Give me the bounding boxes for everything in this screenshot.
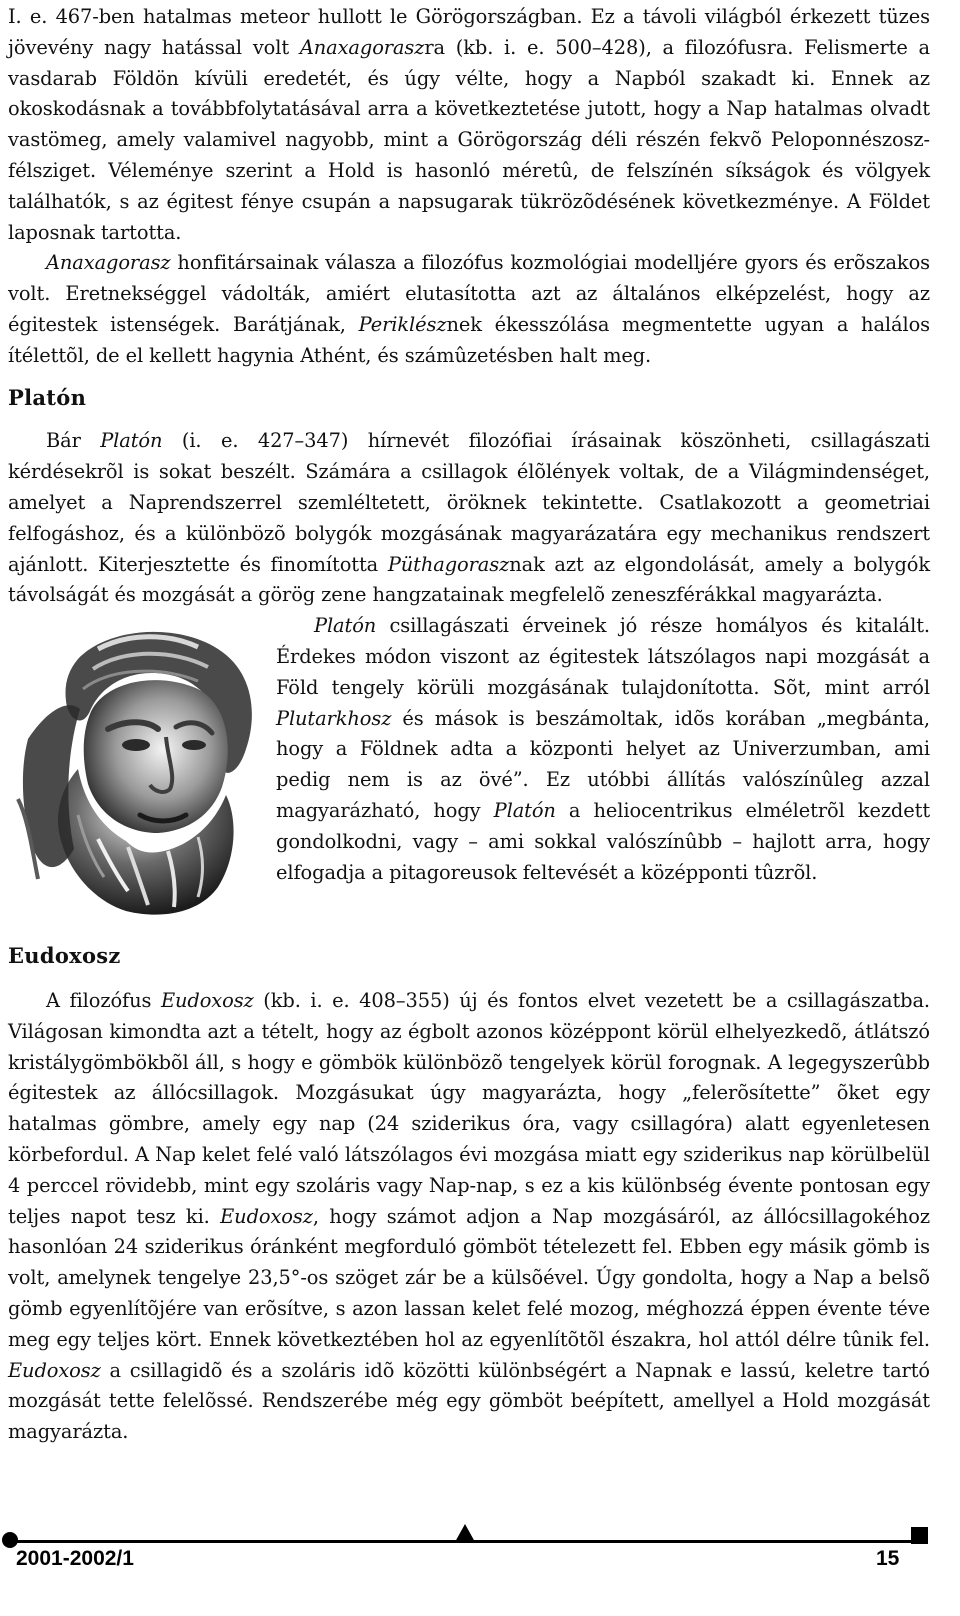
text-run: honfitársainak válasza a filozófus kozmológiai modelljére gyors és erõszakos volt. Eretnekséggel vádolták, amiért elutasította azt az általános elképzelést, hogy az égitestek istenségek. Barátjának, (8, 251, 930, 336)
text-run: Bár (46, 429, 101, 453)
person-name: Eudoxosz (160, 988, 254, 1012)
square-marker-icon (911, 1527, 928, 1544)
circle-bullet-icon (2, 1532, 18, 1548)
text-run: A filozófus (46, 988, 161, 1012)
page-footer (0, 1524, 960, 1616)
person-name: Anaxagorasz (46, 251, 171, 275)
platon-bust-portrait (8, 619, 270, 919)
text-run: nek ékesszólása megmentette ugyan a halálos ítélettõl, de el kellett hagynia Athént, és számûzetésben halt meg. (8, 312, 930, 367)
text-run: I. e. 467-ben hatalmas meteor hullott le Görögországban. Ez a távoli világból érkezett tüzes jövevény nagy hatással volt (8, 5, 930, 59)
platon-paragraph-2 (276, 611, 930, 888)
eudoxosz-paragraph-1 (8, 986, 930, 1448)
text-run: csillagászati érveinek jó része homályos és kitalált. Érdekes módon viszont az égitestek látszólagos napi mozgását a Föld tengely körüli mozgásának tulajdonította. Sõt, mint arról (276, 614, 930, 699)
section-heading-eudoxosz: Eudoxosz (8, 943, 121, 969)
text-run: (kb. i. e. 408–355) új és fontos elvet vezetett be a csillagászatba. Világosan kimondta azt a tételt, hogy az égbolt azonos középpont körül elhelyezkedõ, átlátszó kristálygömbökbõl áll, s hogy e gömbök különbözõ tengelyek körül forognak. A legegyszerûbb égitestek az állócsillagok. Mozgásukat úgy magyarázta, hogy „felerõsítette” õket egy hatalmas gömbre, amely egy nap (24 sziderikus óra, vagy csillagóra) alatt egyenletesen körbefordul. A Nap kelet felé való látszólagos évi mozgása miatt egy sziderikus nap körülbelül 4 perccel rövidebb, mint egy szoláris vagy Nap-nap, s ez a kis különbség évente pontosan egy teljes napot tesz ki. (8, 988, 930, 1228)
article-page (8, 2, 930, 1448)
person-name: Platón (314, 614, 377, 638)
person-name: Plutarkhosz (276, 706, 392, 730)
portrait-with-text (8, 611, 930, 928)
intro-paragraph-1 (8, 2, 930, 248)
person-name: Platón (493, 798, 556, 822)
page-number: 15 (876, 1547, 900, 1570)
platon-float-column (276, 611, 930, 888)
person-name: Periklész (358, 312, 447, 336)
person-name: Platón (100, 429, 163, 453)
issue-number: 2001-2002/1 (16, 1547, 134, 1570)
text-run: ra (kb. i. e. 500–428), a filozófusra. Felismerte a vasdarab Földön kívüli eredetét, és úgy vélte, hogy a Napból szakadt ki. Ennek az okoskodásnak a továbbfolytatásával arra a következtetése jutott, hogy a Nap hatalmas olvadt vastömeg, amely valamivel nagyobb, mint a Görögország déli részén fekvõ Peloponnészosz-félsziget. Véleménye szerint a Hold is hasonló méretû, de felszínén síkságok és völgyek találhatók, s az égitest fénye csupán a napsugarak tükrözõdésének következménye. A Földet laposnak tartotta. (8, 35, 930, 244)
text-run: a heliocentrikus elméletrõl kezdett gondolkodni, vagy – ami sokkal valószínûbb – hajlott arra, hogy elfogadja a pitagoreusok feltevését a középponti tûzrõl. (276, 798, 931, 884)
text-run: és mások is beszámoltak, idõs korában „megbánta, hogy a Földnek adta a központi helyet az Univerzumban, ami pedig nem is az övé”. Ez utóbbi állítás valószínûleg azzal magyarázható, hogy (276, 706, 930, 822)
text-run: nak azt az elgondolását, amely a bolygók távolságát és mozgását a görög zene hangzatainak megfelelõ zeneszférákkal magyarázta. (8, 552, 930, 607)
text-run: , hogy számot adjon a Nap mozgásáról, az állócsillagokéhoz hasonlóan 24 sziderikus óránként megforduló gömböt tételezett fel. Ebben egy másik gömb is volt, amelynek tengelye 23,5°-os szöget zár be a külsõével. Úgy gondolta, hogy a Nap a belsõ gömb egyenlítõjére van erõsítve, s azon lassan kelet felé mozog, méghozzá éppen évente téve meg egy teljes kört. Ennek következtében hol az egyenlítõtõl északra, hol attól délre tûnik fel. (8, 1204, 930, 1351)
person-name: Eudoxosz (220, 1204, 313, 1228)
person-name: Eudoxosz (8, 1358, 101, 1382)
text-run: (i. e. 427–347) hírnevét filozófiai írásainak köszönheti, csillagászati kérdésekrõl is sokat beszélt. Számára a csillagok élõlények voltak, de a Világmindenséget, amelyet a Naprendszerrel szemléltetett, öröknek tekintette. Csatlakozott a geometriai felfogáshoz, és a különbözõ bolygók mozgásának magyarázatára egy mechanikus rendszert ajánlott. Kiterjesztette és finomította (8, 429, 930, 576)
person-name: Püthagorasz (387, 552, 510, 576)
person-name: Anaxagorasz (299, 35, 425, 59)
platon-paragraph-1 (8, 426, 930, 611)
portrait-illustration (8, 619, 270, 919)
text-run: a csillagidõ és a szoláris idõ közötti különbségért a Napnak e lassú, keletre tartó mozgását tette felelõssé. Rendszerébe még egy gömböt beépített, amellyel a Hold mozgását magyarázta. (8, 1358, 930, 1444)
triangle-marker-icon (455, 1524, 475, 1542)
section-heading-platon: Platón (8, 384, 87, 410)
intro-paragraph-2 (8, 248, 930, 371)
